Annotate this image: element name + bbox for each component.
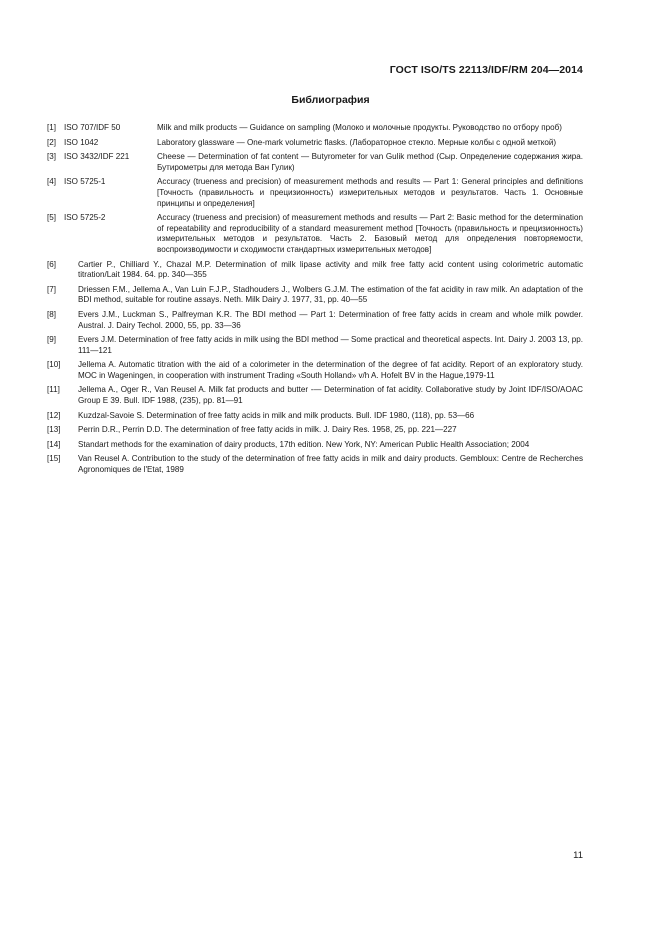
entry-number: [11] <box>47 385 60 395</box>
entry-standard-code: ISO 1042 <box>64 137 99 147</box>
entry-standard-code: ISO 5725-2 <box>64 213 106 223</box>
standard-designation: ГОСТ ISO/TS 22113/IDF/RM 204—2014 <box>389 64 583 76</box>
bibliography-entry-13 <box>47 425 583 436</box>
bibliography-entry-14 <box>47 440 583 451</box>
entry-standard-code: ISO 5725-1 <box>64 177 106 187</box>
entry-text: Standart methods for the examination of dairy products, 17th edition. New York, NY: American Public Health Association; 2004 <box>78 439 530 449</box>
entry-number: [8] <box>47 309 56 319</box>
entry-number: [2] <box>47 137 56 147</box>
bibliography-entry-2 <box>47 138 583 149</box>
bibliography-entry-15 <box>47 454 583 475</box>
entry-number: [3] <box>47 152 56 162</box>
bibliography-entry-10 <box>47 360 583 381</box>
entry-text: Cheese — Determination of fat content — Butyrometer for van Gulik method (Сыр. Определение содержания жира. Бутирометры для метода Ван Гулик) <box>157 152 583 172</box>
bibliography-entry-8 <box>47 310 583 331</box>
entry-number: [6] <box>47 259 56 269</box>
page-title: Библиография <box>291 94 370 106</box>
bibliography-entry-4 <box>47 177 583 209</box>
entry-text: Accuracy (trueness and precision) of measurement methods and results — Part 2: Basic method for the determination of repeatability and reproducibility of a standard measurement method [Точность (правильность и прецизионность) измерительных методов и результатов. Часть 2. Базовый метод для определения повторяемости, воспроизводимости и сходимости стандартных измерительных методов] <box>157 213 583 254</box>
bibliography-entry-12 <box>47 411 583 422</box>
entry-number: [13] <box>47 425 61 435</box>
entry-number: [14] <box>47 439 61 449</box>
entry-text: Jellema A. Automatic titration with the aid of a colorimeter in the determination of the degree of fat acidity. Report of an exploratory study. MOC in Wageningen, in cooperation with instrument Trading «South Holland» v/h A. Hofelt BV in the Hague,1979-11 <box>78 360 583 380</box>
bibliography-entry-5 <box>47 213 583 255</box>
entry-text: Evers J.M., Luckman S., Palfreyman K.R. The BDI method — Part 1: Determination of free fatty acids in cream and whole milk powder. Austral. J. Dairy Techol. 2000, 55, pp. 33—36 <box>78 309 583 330</box>
bibliography-entry-9 <box>47 335 583 356</box>
bibliography-entry-7 <box>47 285 583 306</box>
entry-text: Driessen F.M., Jellema A., Van Luin F.J.P., Stadhouders J., Wolbers G.J.M. The estimation of the fat acidity in raw milk. An adaptation of the BDI method, suitable for routine assays. Neth. Milk Dairy J. 1977, 31, pp. 40—55 <box>78 284 583 305</box>
bibliography-entry-11 <box>47 385 583 406</box>
entry-text: Kuzdzal-Savoie S. Determination of free fatty acids in milk and milk products. Bull. IDF 1980, (118), pp. 53—66 <box>78 410 475 420</box>
entry-standard-code: ISO 3432/IDF 221 <box>64 152 130 162</box>
bibliography-entry-6 <box>47 260 583 281</box>
page-number: 11 <box>573 850 583 861</box>
entry-number: [1] <box>47 123 56 132</box>
bibliography-list <box>47 123 583 480</box>
entry-text: Van Reusel A. Contribution to the study of the determination of free fatty acids in milk and dairy products. Gembloux: Centre de Recherches Agronomiques de l'Etat, 1989 <box>78 454 583 475</box>
entry-number: [10] <box>47 360 61 370</box>
entry-number: [9] <box>47 335 56 345</box>
entry-text: Milk and milk products — Guidance on sampling (Молоко и молочные продукты. Руководство по отбору проб) <box>157 123 562 132</box>
entry-text: Perrin D.R., Perrin D.D. The determination of free fatty acids in milk. J. Dairy Res. 1958, 25, pp. 221—227 <box>78 425 457 435</box>
bibliography-entry-3 <box>47 152 583 173</box>
entry-text: Jellema A., Oger R., Van Reusel A. Milk fat products and butter -— Determination of fat acidity. Collaborative study by Joint IDF/ISO/AOAC Group E 39. Bull. IDF 1988, (235), pp. 81—91 <box>78 385 583 406</box>
entry-number: [7] <box>47 284 56 294</box>
entry-number: [12] <box>47 410 61 420</box>
entry-number: [4] <box>47 177 56 187</box>
entry-text: Accuracy (trueness and precision) of measurement methods and results — Part 1: General principles and definitions [Точность (правильность и прецизионность) измерительных методов и результатов. Часть 1. Основные принципы и определения] <box>157 177 583 208</box>
entry-text: Evers J.M. Determination of free fatty acids in milk using the BDI method — Some practical and theoretical aspects. Int. Dairy J. 2003 13, pp. 111—121 <box>78 335 583 355</box>
entry-number: [5] <box>47 213 56 223</box>
entry-text: Cartier P., Chilliard Y., Chazal M.P. Determination of milk lipase activity and milk free fatty acid content using colorimetric automatic titration/Lait 1984. 64. pp. 340—355 <box>78 259 583 280</box>
bibliography-entry-1 <box>47 123 583 134</box>
entry-number: [15] <box>47 454 61 464</box>
entry-standard-code: ISO 707/IDF 50 <box>64 123 121 132</box>
entry-text: Laboratory glassware — One-mark volumetric flasks. (Лабораторное стекло. Мерные колбы с одной меткой) <box>157 137 557 147</box>
